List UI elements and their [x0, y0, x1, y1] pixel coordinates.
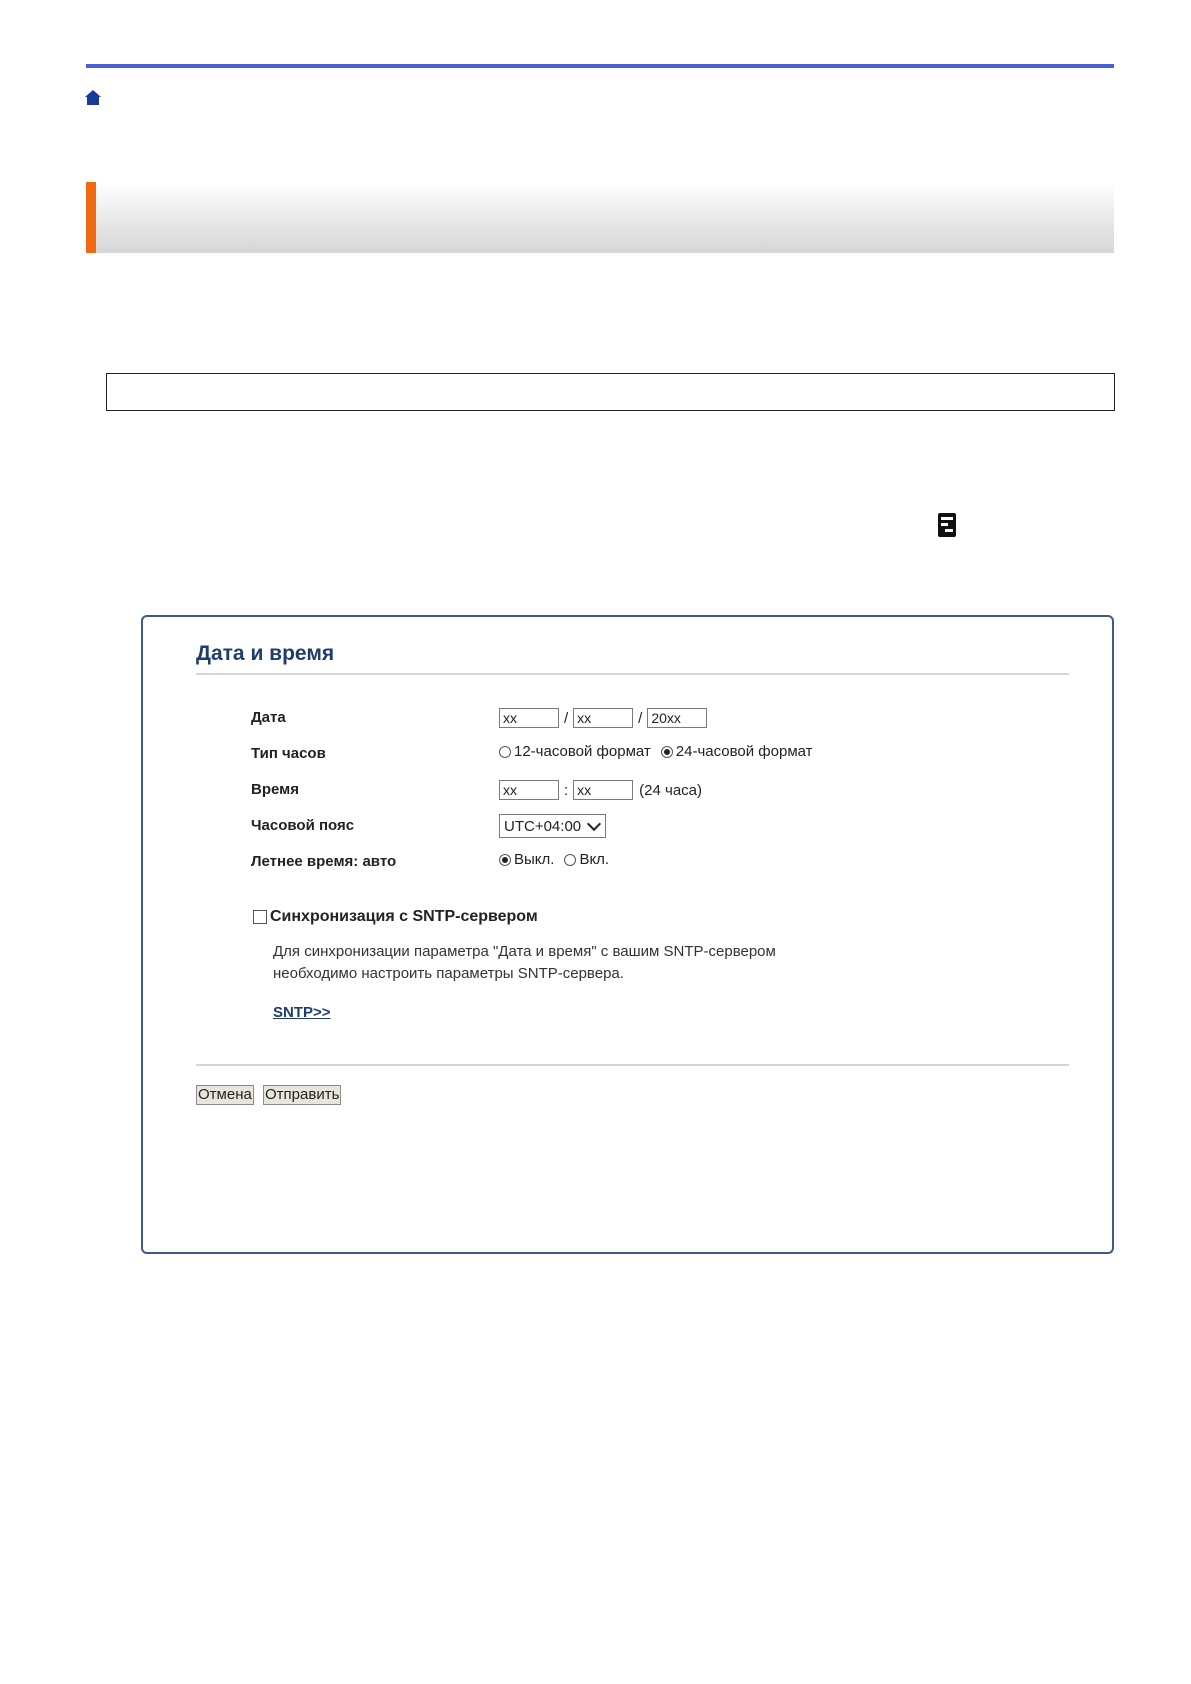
dst-off-label[interactable]: Выкл. — [514, 851, 555, 868]
clock-12h-label[interactable]: 12-часовой формат — [514, 743, 651, 760]
date-separator: / — [564, 709, 569, 727]
date-time-panel — [141, 615, 1114, 1254]
section-header — [86, 182, 1114, 253]
chevron-down-icon — [587, 817, 601, 831]
note-box — [106, 373, 1115, 411]
timezone-label: Часовой пояс — [251, 817, 355, 834]
dst-label: Летнее время: авто — [251, 853, 397, 870]
clock-24h-label[interactable]: 24-часовой формат — [675, 743, 813, 760]
date-fields — [499, 708, 707, 728]
sync-description-line2: необходимо настроить параметры SNTP-сервера. — [273, 965, 624, 982]
clock-type-options — [499, 743, 823, 760]
submit-button[interactable]: Отправить — [265, 1086, 340, 1103]
dst-on-radio[interactable] — [564, 854, 576, 866]
time-label: Время — [251, 781, 299, 798]
clock-type-label: Тип часов — [251, 745, 326, 762]
timezone-field — [499, 814, 606, 838]
date-day-input[interactable] — [499, 708, 559, 728]
cancel-button[interactable]: Отмена — [198, 1086, 252, 1103]
timezone-select[interactable] — [499, 814, 606, 838]
section-accent-bar — [86, 182, 96, 253]
timezone-value: UTC+04:00 — [504, 817, 582, 835]
date-month-input[interactable] — [573, 708, 633, 728]
home-icon[interactable] — [84, 89, 102, 106]
top-rule — [86, 64, 1114, 68]
time-fields — [499, 780, 702, 800]
dst-options — [499, 851, 619, 868]
sync-description-line1: Для синхронизации параметра "Дата и время" с вашим SNTP-сервером — [273, 943, 776, 960]
footer-divider — [196, 1064, 1069, 1066]
time-minutes-input[interactable] — [573, 780, 633, 800]
dst-off-radio[interactable] — [499, 854, 511, 866]
sntp-sync-label[interactable]: Синхронизация с SNTP-сервером — [270, 908, 538, 925]
sntp-sync-checkbox[interactable] — [253, 910, 267, 924]
date-separator: / — [638, 709, 643, 727]
settings-icon — [936, 512, 958, 538]
time-hours-input[interactable] — [499, 780, 559, 800]
sntp-link[interactable]: SNTP>> — [273, 1004, 331, 1021]
clock-12h-radio[interactable] — [499, 746, 511, 758]
date-label: Дата — [251, 709, 286, 726]
panel-title: Дата и время — [196, 642, 335, 665]
date-year-input[interactable] — [647, 708, 707, 728]
dst-on-label[interactable]: Вкл. — [579, 851, 610, 868]
title-divider — [196, 673, 1069, 675]
time-suffix: (24 часа) — [639, 781, 703, 799]
clock-24h-radio[interactable] — [661, 746, 673, 758]
time-separator: : — [564, 781, 569, 799]
